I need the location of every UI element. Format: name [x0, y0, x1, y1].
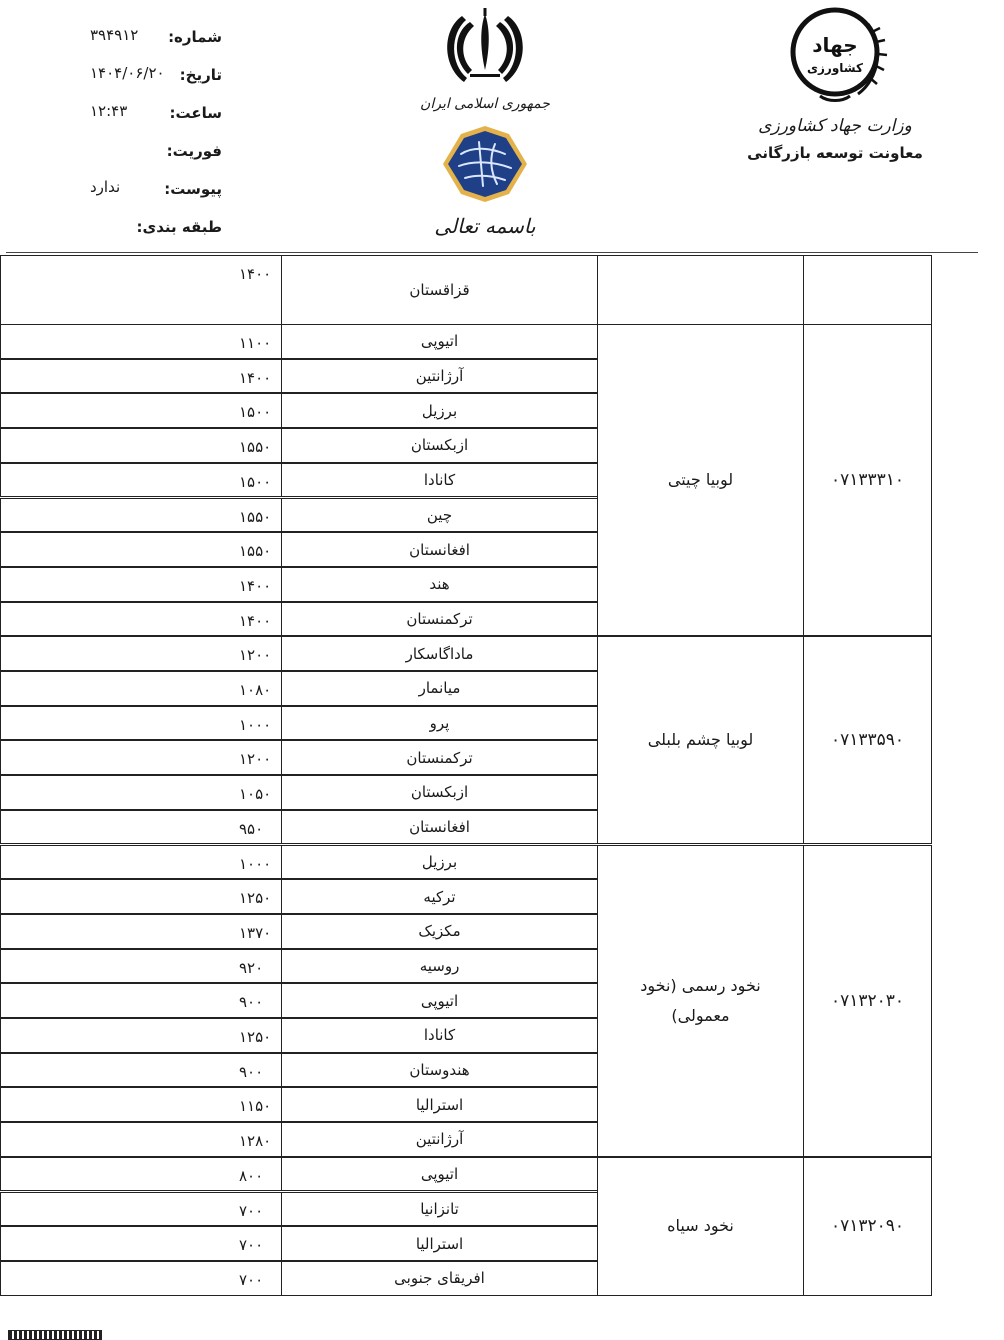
meta-classification — [60, 212, 240, 250]
meta-label: تاریخ: — [179, 66, 222, 84]
country-cell-text: چین — [426, 505, 453, 524]
country-cell-text: افریقای جنوبی — [394, 1269, 485, 1288]
country-cell-text: ترکمنستان — [406, 609, 473, 628]
price-cell-text: ۱۵۵۰ — [239, 438, 272, 457]
country-cell — [281, 1226, 598, 1261]
price-cell — [0, 463, 282, 498]
country-cell — [281, 983, 598, 1018]
hs-code-cell — [803, 324, 932, 636]
meta-value: ندارد — [90, 178, 121, 196]
country-cell-text: استرالیا — [415, 1234, 464, 1253]
price-cell — [0, 1192, 282, 1227]
price-cell-text: ۱۲۰۰ — [239, 750, 272, 769]
country-cell-text: کانادا — [423, 1026, 456, 1045]
country-cell-text: میانمار — [418, 679, 461, 698]
price-cell — [0, 1261, 282, 1296]
price-cell — [0, 1053, 282, 1088]
country-cell — [281, 602, 598, 637]
product-cell-text: نخود رسمی (نخود معمولی) — [640, 975, 761, 1025]
price-cell-text: ۸۰۰ — [239, 1166, 264, 1185]
price-cell — [0, 602, 282, 637]
meta-time — [60, 98, 240, 136]
country-cell — [281, 428, 598, 463]
country-cell-text: برزیل — [421, 852, 458, 871]
header-divider — [6, 252, 978, 253]
price-cell-text: ۱۵۵۰ — [239, 507, 272, 526]
country-cell — [281, 810, 598, 845]
price-cell — [0, 740, 282, 775]
ministry-block — [740, 4, 930, 162]
deputy-name: معاونت توسعه بازرگانی — [747, 144, 923, 162]
price-cell — [0, 879, 282, 914]
price-cell — [0, 845, 282, 880]
country-cell — [281, 671, 598, 706]
country-cell — [281, 636, 598, 671]
price-cell-text: ۷۰۰ — [239, 1201, 264, 1220]
price-cell-text: ۱۲۵۰ — [239, 1028, 272, 1046]
price-cell-text: ۱۵۵۰ — [239, 542, 272, 561]
price-cell-text: ۷۰۰ — [239, 1270, 264, 1289]
country-cell — [281, 359, 598, 394]
country-cell — [281, 393, 598, 428]
country-cell — [281, 324, 598, 359]
price-cell-text: ۱۰۰۰ — [239, 715, 272, 734]
state-emblem-block — [420, 8, 550, 238]
price-cell-text: ۱۰۰۰ — [239, 854, 272, 873]
country-cell-text: مکزیک — [418, 922, 461, 941]
motto: باسمه تعالی — [434, 214, 536, 238]
price-cell — [0, 1018, 282, 1053]
country-cell — [281, 1053, 598, 1088]
price-cell-text: ۱۴۰۰ — [239, 611, 272, 630]
product-cell-text: لوبیا چیتی — [667, 470, 734, 490]
country-cell — [281, 532, 598, 567]
price-cell-text: ۱۱۵۰ — [239, 1097, 272, 1116]
country-cell — [281, 740, 598, 775]
hs-code-cell — [803, 1157, 932, 1296]
product-cell — [597, 636, 804, 844]
price-cell — [0, 775, 282, 810]
price-cell-text: ۱۲۸۰ — [239, 1132, 272, 1151]
country-cell-text: اتیوپی — [420, 332, 459, 351]
meta-value: ۱۴۰۴/۰۶/۲۰ — [90, 64, 165, 82]
meta-label: طبقه بندی: — [136, 218, 222, 236]
hs-code-cell-text: ۰۷۱۳۳۵۹۰ — [830, 730, 905, 751]
meta-number — [60, 22, 240, 60]
country-cell — [281, 879, 598, 914]
country-cell — [281, 775, 598, 810]
hs-code-cell — [803, 255, 932, 325]
price-cell — [0, 532, 282, 567]
price-cell — [0, 914, 282, 949]
country-cell-text: برزیل — [421, 401, 458, 420]
country-cell — [281, 706, 598, 741]
logo-subtitle: کشاورزی — [807, 61, 863, 75]
price-cell — [0, 1087, 282, 1122]
country-cell — [281, 1261, 598, 1296]
country-cell — [281, 1192, 598, 1227]
price-cell-text: ۱۵۰۰ — [239, 403, 272, 422]
price-cell-text: ۱۲۰۰ — [239, 646, 272, 665]
country-cell — [281, 845, 598, 880]
price-cell — [0, 567, 282, 602]
country-cell-text: هندوستان — [409, 1061, 470, 1080]
country-cell-text: استرالیا — [415, 1095, 464, 1114]
price-cell — [0, 636, 282, 671]
price-cell — [0, 359, 282, 394]
price-cell — [0, 1157, 282, 1192]
price-cell-text: ۹۲۰ — [239, 958, 264, 977]
price-cell-text: ۱۴۰۰ — [239, 576, 272, 595]
meta-date — [60, 60, 240, 98]
country-cell — [281, 1157, 598, 1192]
iran-emblem-icon — [440, 8, 530, 90]
letter-meta — [60, 22, 240, 250]
price-cell — [0, 706, 282, 741]
product-cell — [597, 324, 804, 636]
product-cell-text: نخود سیاه — [667, 1216, 734, 1236]
country-cell-text: آرژانتین — [415, 367, 464, 386]
country-cell — [281, 463, 598, 498]
ministry-logo-icon — [780, 4, 890, 108]
country-cell — [281, 1018, 598, 1053]
ministry-name: وزارت جهاد کشاورزی — [758, 116, 912, 136]
country-cell-text: افغانستان — [409, 540, 470, 559]
meta-urgency — [60, 136, 240, 174]
hs-code-cell-text: ۰۷۱۳۲۰۹۰ — [830, 1216, 905, 1237]
price-cell-text: ۷۰۰ — [239, 1236, 264, 1255]
price-cell-text: ۱۱۰۰ — [239, 334, 272, 352]
hs-code-cell — [803, 636, 932, 844]
product-cell-text: لوبیا چشم بلبلی — [647, 730, 754, 750]
country-cell-text: روسیه — [419, 956, 460, 975]
country-cell-text: کانادا — [423, 471, 456, 490]
price-cell-text: ۱۴۰۰ — [239, 265, 272, 283]
meta-label: ساعت: — [169, 104, 222, 122]
meta-label: پیوست: — [164, 180, 222, 198]
price-cell-text: ۱۲۵۰ — [239, 889, 272, 908]
country-cell — [281, 914, 598, 949]
country-cell-text: قزاقستان — [409, 281, 470, 299]
country-cell — [281, 1087, 598, 1122]
country-cell-text: هند — [429, 575, 450, 594]
price-cell-text: ۱۵۰۰ — [239, 472, 272, 491]
country-cell-text: تانزانیا — [420, 1199, 459, 1218]
price-cell — [0, 810, 282, 845]
country-cell — [281, 498, 598, 533]
country-cell-text: ترکمنستان — [406, 748, 473, 767]
country-cell-text: ازبکستان — [410, 436, 469, 455]
hs-code-cell-text: ۰۷۱۳۲۰۳۰ — [830, 990, 905, 1011]
hs-code-cell-text: ۰۷۱۳۳۳۱۰ — [830, 470, 905, 491]
logo-title: جهاد — [812, 33, 858, 57]
meta-label: فوریت: — [166, 142, 222, 160]
price-cell — [0, 1226, 282, 1261]
price-cell-text: ۹۰۰ — [239, 993, 264, 1012]
price-cell-text: ۹۰۰ — [239, 1062, 264, 1081]
country-cell — [281, 567, 598, 602]
country-cell-text: اتیوپی — [420, 1165, 459, 1184]
country-cell-text: ماداگاسکار — [405, 644, 474, 663]
price-cell — [0, 393, 282, 428]
country-cell-text: افغانستان — [409, 818, 470, 837]
country-cell-text: ازبکستان — [410, 783, 469, 802]
country-cell-text: اتیوپی — [420, 991, 459, 1010]
price-cell — [0, 983, 282, 1018]
country-cell — [281, 949, 598, 984]
product-cell — [597, 845, 804, 1157]
country-cell-text: آرژانتین — [415, 1130, 464, 1149]
price-cell — [0, 498, 282, 533]
price-cell — [0, 671, 282, 706]
price-cell — [0, 949, 282, 984]
price-cell — [0, 1122, 282, 1157]
hs-code-cell — [803, 845, 932, 1157]
country-cell — [281, 1122, 598, 1157]
price-cell-text: ۱۳۷۰ — [239, 923, 272, 942]
emblem-caption: جمهوری اسلامی ایران — [420, 96, 550, 112]
price-table — [0, 255, 932, 1297]
price-cell — [0, 324, 282, 359]
meta-value: ۱۲:۴۳ — [90, 102, 128, 120]
country-cell-text: پرو — [429, 714, 450, 733]
country-cell — [281, 255, 598, 325]
product-cell — [597, 1157, 804, 1296]
price-cell-text: ۹۵۰ — [239, 819, 264, 838]
product-cell — [597, 255, 804, 325]
meta-label: شماره: — [168, 28, 222, 46]
country-cell-text: ترکیه — [423, 887, 456, 906]
calligraphy-badge-icon — [439, 124, 531, 204]
price-cell — [0, 428, 282, 463]
meta-value: ۳۹۴۹۱۲ — [90, 26, 139, 44]
price-cell-text: ۱۴۰۰ — [239, 368, 272, 387]
price-cell-text: ۱۰۵۰ — [239, 785, 272, 804]
price-cell-text: ۱۰۸۰ — [239, 681, 272, 699]
price-cell — [0, 255, 282, 325]
meta-attachment — [60, 174, 240, 212]
barcode-icon — [8, 1330, 102, 1340]
